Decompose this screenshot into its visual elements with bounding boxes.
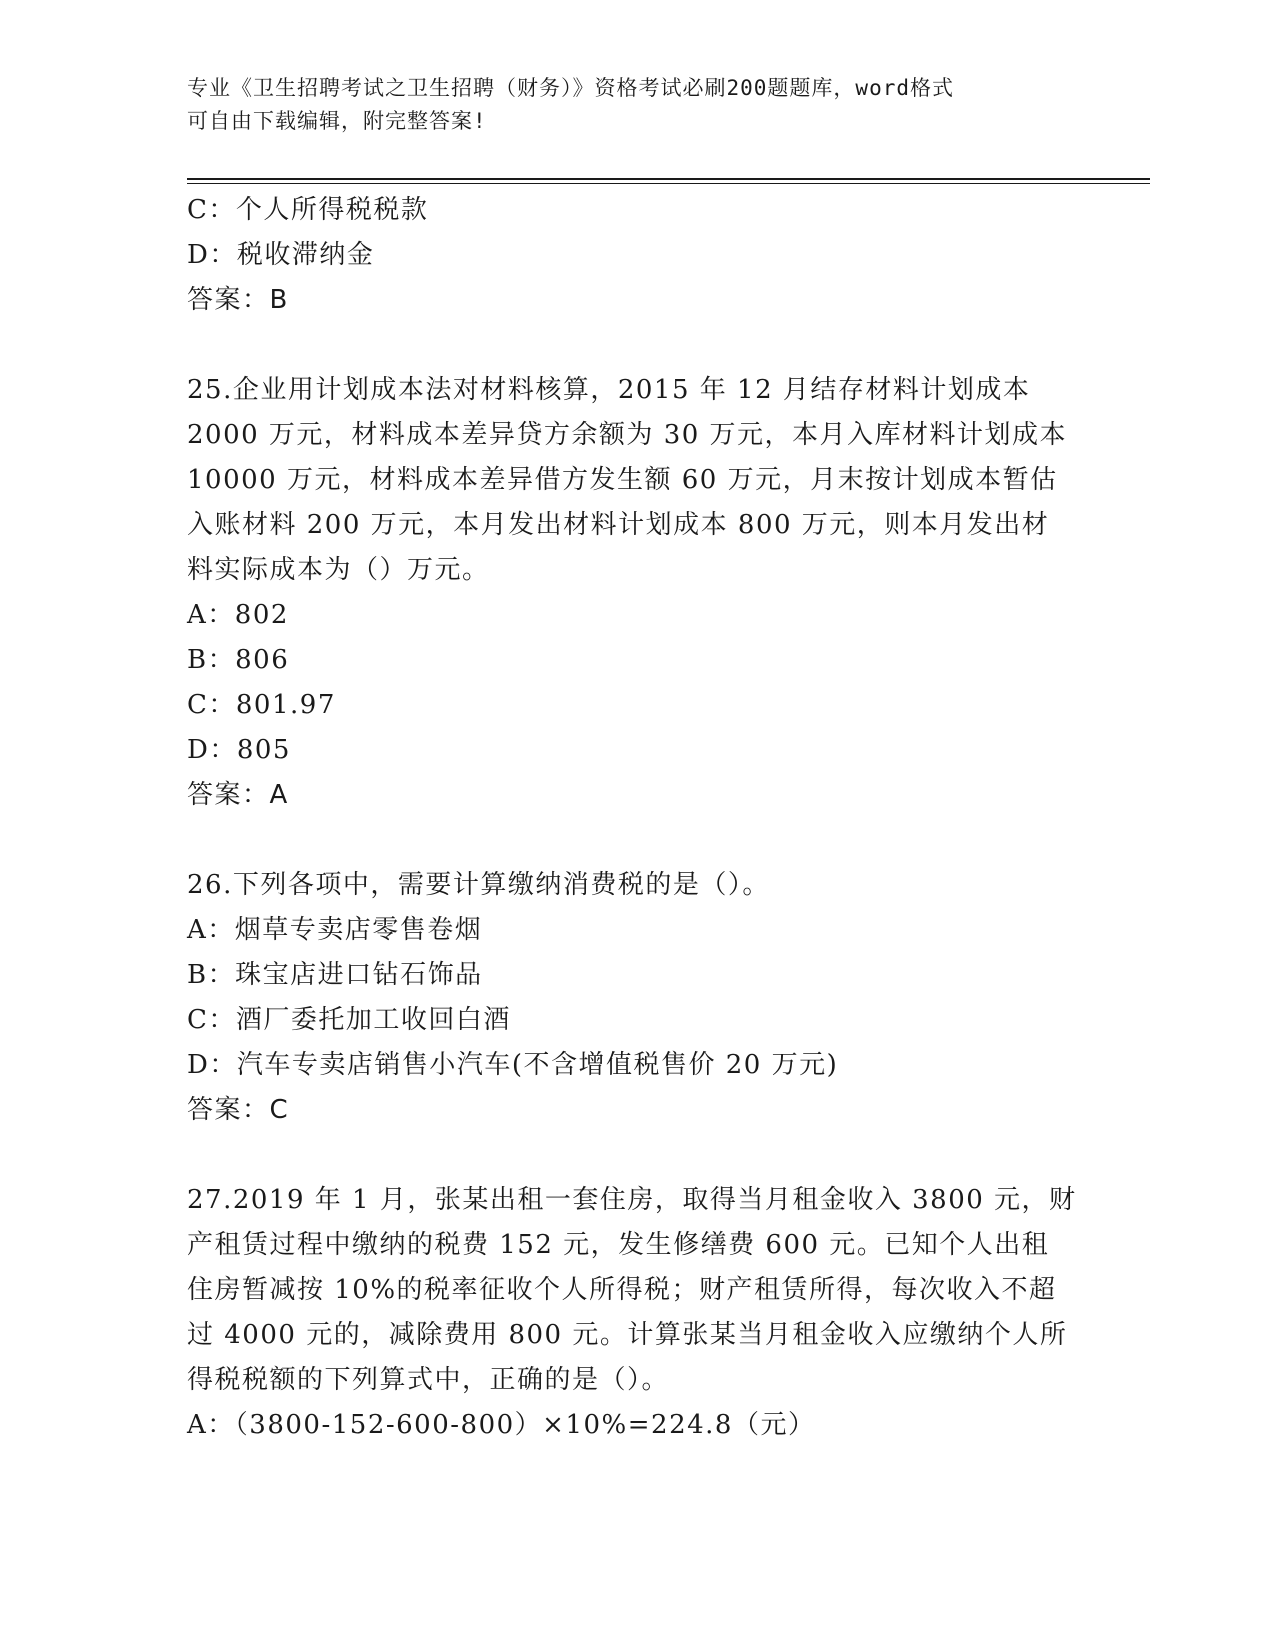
option-a: A：802 [187,600,289,630]
option-c: C：801.97 [187,690,336,720]
question-stem-line: 住房暂减按 10%的税率征收个人所得税；财产租赁所得，每次收入不超 [187,1275,1057,1305]
question-26 [187,863,1087,1133]
question-stem-line: 10000 万元，材料成本差异借方发生额 60 万元，月末按计划成本暂估 [187,465,1058,495]
header-title-line-1: 专业《卫生招聘考试之卫生招聘（财务）》资格考试必刷200题题库，word格式 [187,76,954,100]
option-b: B：珠宝店进口钻石饰品 [187,960,483,990]
option-a: A：烟草专卖店零售卷烟 [187,915,483,945]
answer-line: 答案：A [187,780,289,810]
previous-question-tail [187,188,1087,323]
header-divider-thin [187,183,1150,184]
answer-line: 答案：C [187,1095,290,1125]
header-title-line-2: 可自由下载编辑，附完整答案! [187,109,487,133]
question-content [187,188,1087,1448]
question-stem-line: 得税税额的下列算式中，正确的是（）。 [187,1365,670,1395]
question-stem-line: 过 4000 元的，减除费用 800 元。计算张某当月租金收入应缴纳个人所 [187,1320,1068,1350]
question-stem-line: 产租赁过程中缴纳的税费 152 元，发生修缮费 600 元。已知个人出租 [187,1230,1050,1260]
question-stem-line: 27.2019 年 1 月，张某出租一套住房，取得当月租金收入 3800 元，财 [187,1185,1077,1215]
question-stem-line: 料实际成本为（）万元。 [187,555,490,585]
option-d: D：汽车专卖店销售小汽车(不含增值税售价 20 万元) [187,1050,839,1080]
header-divider-thick [187,178,1150,180]
option-d: D：税收滞纳金 [187,240,375,270]
spacer [187,1133,1087,1178]
spacer [187,818,1087,863]
document-header [187,72,1087,138]
question-25 [187,368,1087,818]
question-stem-line: 2000 万元，材料成本差异贷方余额为 30 万元，本月入库材料计划成本 [187,420,1068,450]
question-27 [187,1178,1087,1448]
option-c: C：酒厂委托加工收回白酒 [187,1005,511,1035]
question-stem-line: 26.下列各项中，需要计算缴纳消费税的是（）。 [187,870,770,900]
question-stem-line: 入账材料 200 万元，本月发出材料计划成本 800 万元，则本月发出材 [187,510,1050,540]
option-c: C：个人所得税税款 [187,195,429,225]
option-a: A：（3800-152-600-800）×10%=224.8（元） [187,1410,816,1440]
question-stem-line: 25.企业用计划成本法对材料核算，2015 年 12 月结存材料计划成本 [187,375,1031,405]
spacer [187,323,1087,368]
option-d: D：805 [187,735,291,765]
answer-line: 答案：B [187,285,289,315]
option-b: B：806 [187,645,290,675]
